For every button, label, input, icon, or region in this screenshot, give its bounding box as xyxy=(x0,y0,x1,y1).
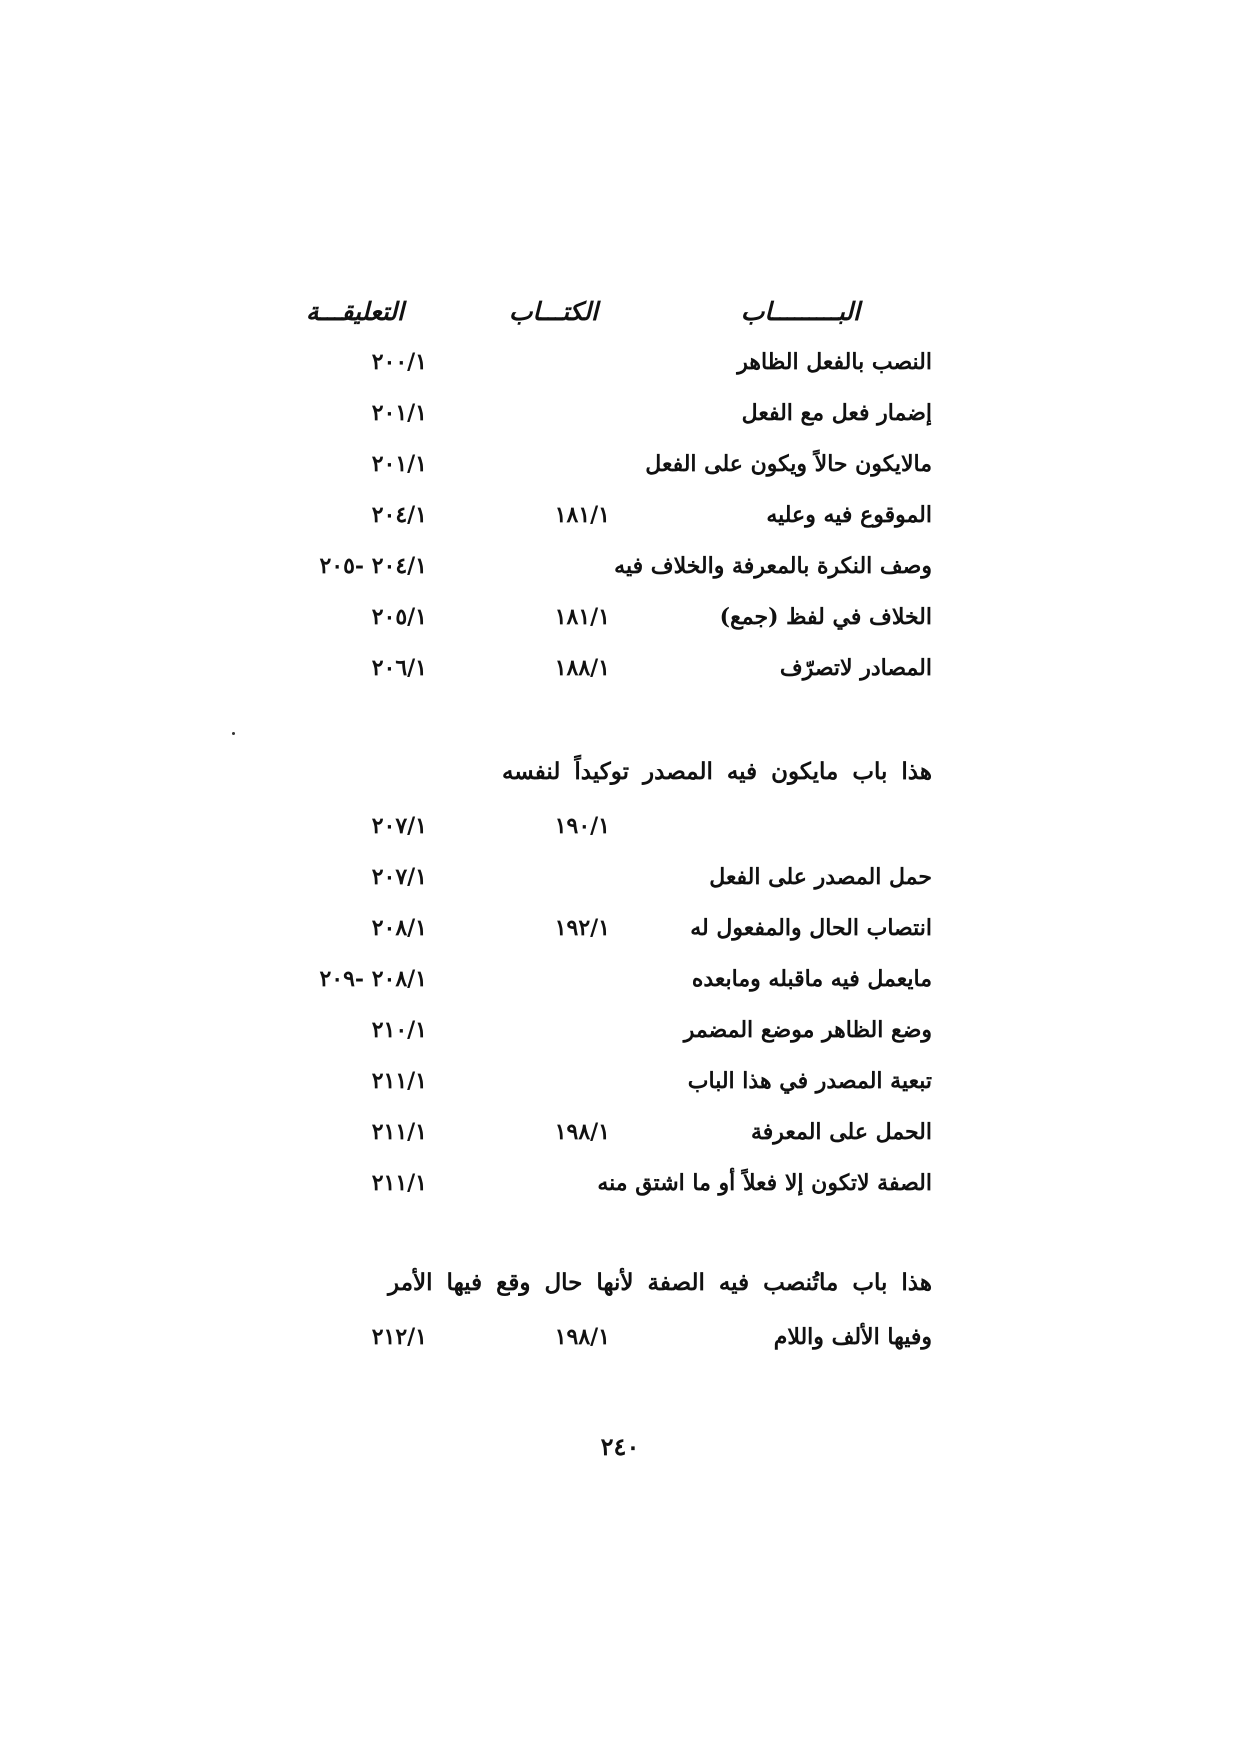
index-row xyxy=(0,495,1240,535)
row-bab: النصب بالفعل الظاهر xyxy=(737,349,932,375)
row-bab: مالايكون حالاً ويكون على الفعل xyxy=(645,451,932,477)
row-taliq: ٢٠٦/١ xyxy=(371,655,427,681)
index-row xyxy=(0,1317,1240,1357)
row-bab: الصفة لاتكون إلا فعلاً أو ما اشتق منه xyxy=(597,1170,932,1196)
row-taliq: ٢٠٨/١ -٢٠٩ xyxy=(319,966,427,992)
row-taliq: ٢١١/١ xyxy=(371,1068,427,1094)
row-bab: وصف النكرة بالمعرفة والخلاف فيه xyxy=(614,553,932,579)
index-row xyxy=(0,1112,1240,1152)
row-kitab: ١٩٢/١ xyxy=(554,915,610,941)
index-row xyxy=(0,959,1240,999)
row-taliq: ٢١٢/١ xyxy=(371,1324,427,1350)
index-row xyxy=(0,908,1240,948)
row-bab: حمل المصدر على الفعل xyxy=(709,864,932,890)
row-kitab: ١٩٨/١ xyxy=(554,1119,610,1145)
row-kitab: ١٨١/١ xyxy=(554,604,610,630)
row-kitab: ١٩٠/١ xyxy=(554,813,610,839)
column-header-row xyxy=(0,292,1240,332)
index-row xyxy=(0,648,1240,688)
row-kitab: ١٨١/١ xyxy=(554,502,610,528)
row-bab: وفيها الألف واللام xyxy=(773,1324,932,1350)
row-taliq: ٢١٠/١ xyxy=(371,1017,427,1043)
index-row xyxy=(0,342,1240,382)
row-taliq: ٢٠١/١ xyxy=(371,400,427,426)
stray-dot xyxy=(232,732,235,735)
row-taliq: ٢١١/١ xyxy=(371,1119,427,1145)
row-taliq: ٢٠٨/١ xyxy=(371,915,427,941)
page-number: ٢٤٠ xyxy=(600,1432,640,1461)
header-kitab: الكتـــاب xyxy=(508,297,598,326)
row-taliq: ٢١١/١ xyxy=(371,1170,427,1196)
index-row xyxy=(0,444,1240,484)
header-bab: البـــــــــاب xyxy=(740,297,860,326)
row-kitab: ١٩٨/١ xyxy=(554,1324,610,1350)
row-bab: مايعمل فيه ماقبله ومابعده xyxy=(691,966,932,992)
index-row xyxy=(0,393,1240,433)
row-bab: إضمار فعل مع الفعل xyxy=(741,400,932,426)
row-bab: الخلاف في لفظ (جمع) xyxy=(719,604,932,630)
row-bab: انتصاب الحال والمفعول له xyxy=(690,915,932,941)
section-heading: هذا باب مايكون فيه المصدر توكيداً لنفسه xyxy=(501,758,932,785)
index-row xyxy=(0,1010,1240,1050)
row-taliq: ٢٠٥/١ xyxy=(371,604,427,630)
index-row xyxy=(0,1163,1240,1203)
index-row xyxy=(0,806,1240,846)
row-taliq: ٢٠١/١ xyxy=(371,451,427,477)
row-bab: الموقوع فيه وعليه xyxy=(766,502,932,528)
index-row xyxy=(0,1061,1240,1101)
row-kitab: ١٨٨/١ xyxy=(554,655,610,681)
row-bab: المصادر لاتصرّف xyxy=(779,655,932,681)
index-row xyxy=(0,597,1240,637)
index-row xyxy=(0,546,1240,586)
row-taliq: ٢٠٤/١ -٢٠٥ xyxy=(319,553,427,579)
row-bab: تبعية المصدر في هذا الباب xyxy=(687,1068,932,1094)
row-bab: وضع الظاهر موضع المضمر xyxy=(683,1017,932,1043)
section-heading: هذا باب ماتُنصب فيه الصفة لأنها حال وقع فيها الأمر xyxy=(388,1269,932,1296)
row-taliq: ٢٠٤/١ xyxy=(371,502,427,528)
header-taliq: التعليقـــة xyxy=(305,297,404,326)
row-taliq: ٢٠٠/١ xyxy=(371,349,427,375)
row-taliq: ٢٠٧/١ xyxy=(371,813,427,839)
row-taliq: ٢٠٧/١ xyxy=(371,864,427,890)
index-row xyxy=(0,857,1240,897)
row-bab: الحمل على المعرفة xyxy=(750,1119,932,1145)
